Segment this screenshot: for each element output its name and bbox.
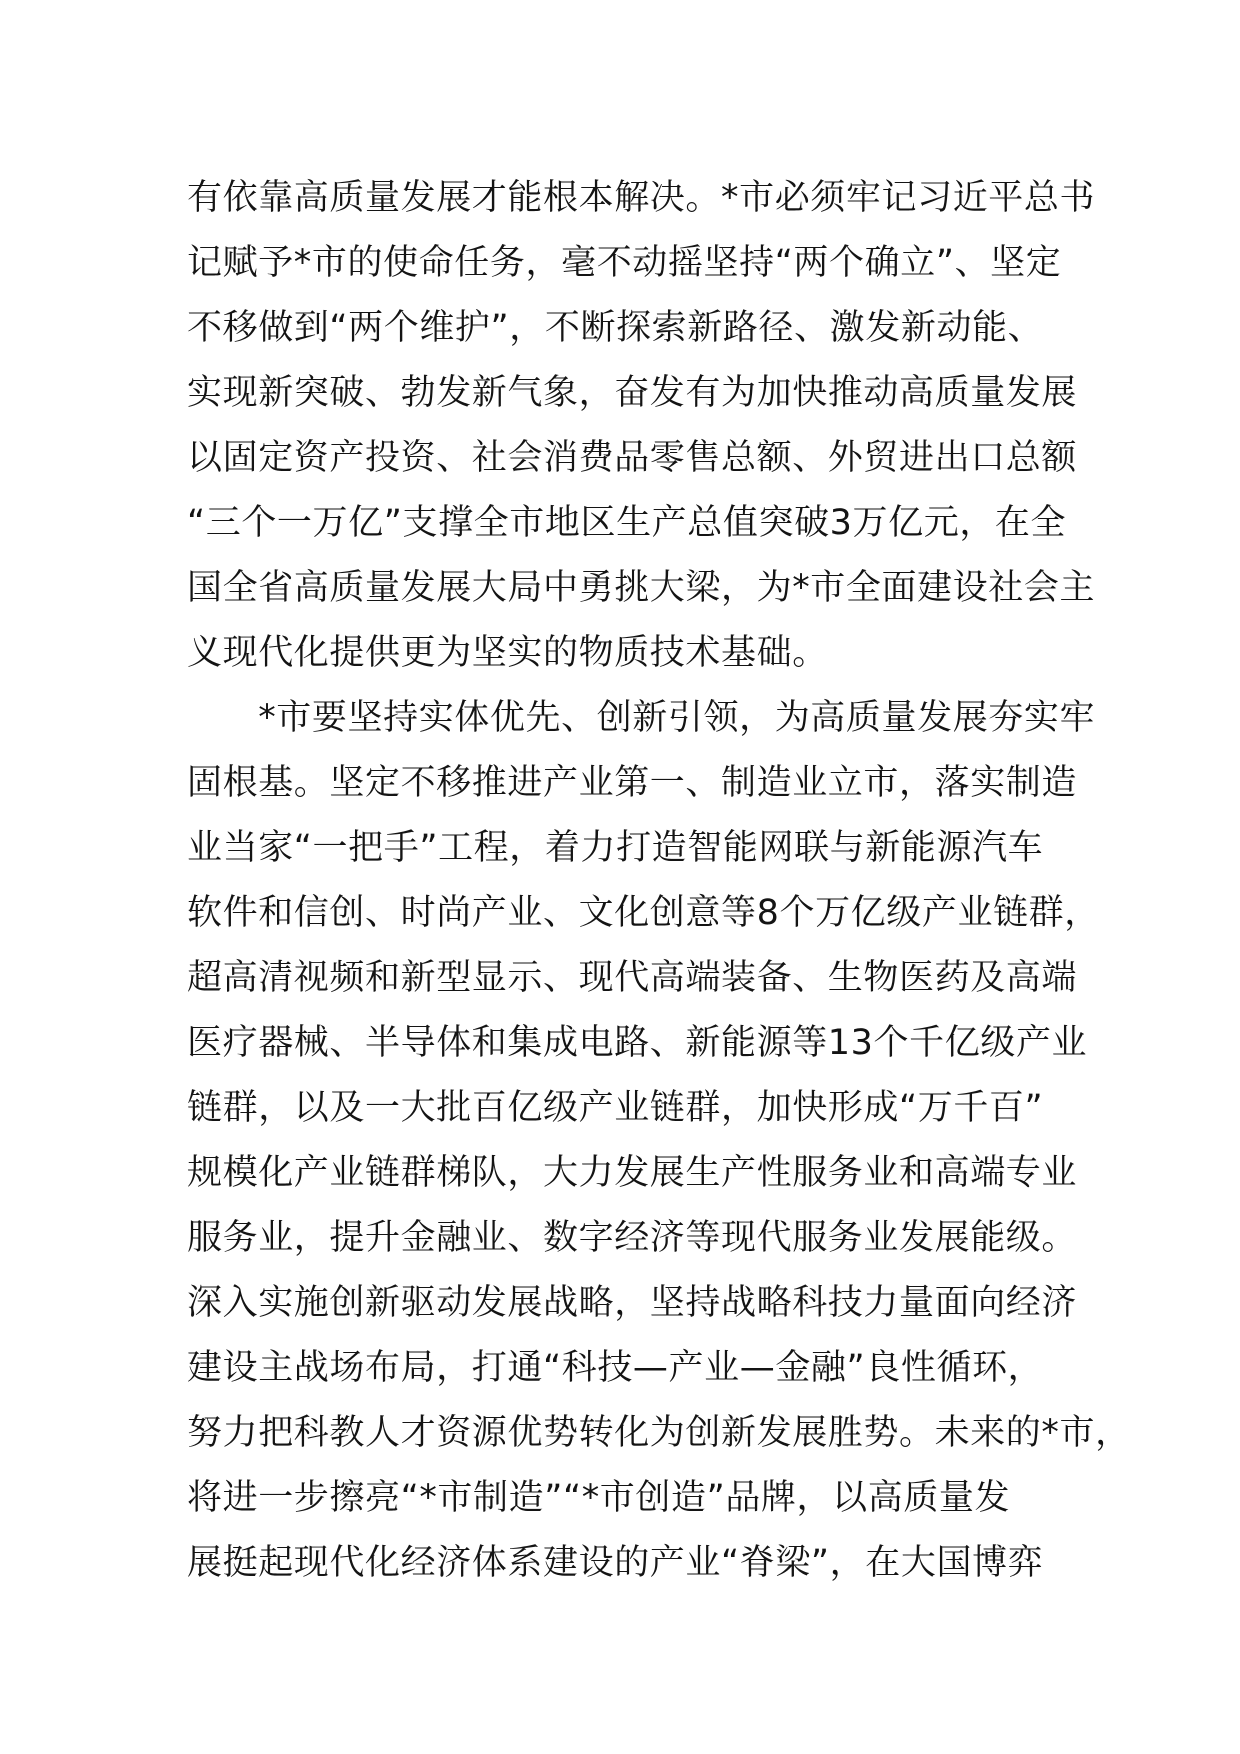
paragraph-start-line: *市要坚持实体优先、创新引领，为高质量发展夯实牢 (187, 698, 1096, 738)
text-line: 不移做到“两个维护”，不断探索新路径、激发新动能、 (187, 308, 1044, 348)
text-line: 医疗器械、半导体和集成电路、新能源等13个千亿级产业 (187, 1023, 1088, 1063)
text-line: 软件和信创、时尚产业、文化创意等8个万亿级产业链群， (187, 893, 1100, 933)
text-line: 业当家“一把手”工程，着力打造智能网联与新能源汽车 (187, 828, 1044, 868)
text-line: 义现代化提供更为坚实的物质技术基础。 (187, 633, 828, 673)
text-line: 努力把科教人才资源优势转化为创新发展胜势。未来的*市， (187, 1413, 1131, 1453)
text-line: 记赋予*市的使命任务，毫不动摇坚持“两个确立”、坚定 (187, 243, 1062, 283)
text-line: 实现新突破、勃发新气象，奋发有为加快推动高质量发展 (187, 373, 1078, 413)
text-line: 深入实施创新驱动发展战略，坚持战略科技力量面向经济 (187, 1283, 1078, 1323)
text-line: “三个一万亿”支撑全市地区生产总值突破3万亿元，在全 (187, 503, 1067, 543)
text-line: 有依靠高质量发展才能根本解决。*市必须牢记习近平总书 (187, 178, 1096, 218)
text-line: 展挺起现代化经济体系建设的产业“脊梁”，在大国博弈 (187, 1543, 1044, 1583)
text-line: 固根基。坚定不移推进产业第一、制造业立市，落实制造 (187, 763, 1078, 803)
text-line: 将进一步擦亮“*市制造”“*市创造”品牌，以高质量发 (187, 1478, 1011, 1518)
text-line: 以固定资产投资、社会消费品零售总额、外贸进出口总额 (187, 438, 1078, 478)
text-line: 服务业，提升金融业、数字经济等现代服务业发展能级。 (187, 1218, 1078, 1258)
text-line: 规模化产业链群梯队，大力发展生产性服务业和高端专业 (187, 1153, 1078, 1193)
body-text (187, 166, 1131, 1596)
text-line: 链群，以及一大批百亿级产业链群，加快形成“万千百” (187, 1088, 1044, 1128)
text-line: 建设主战场布局，打通“科技—产业—金融”良性循环， (187, 1348, 1044, 1388)
text-line: 超高清视频和新型显示、现代高端装备、生物医药及高端 (187, 958, 1078, 998)
text-line: 国全省高质量发展大局中勇挑大梁，为*市全面建设社会主 (187, 568, 1096, 608)
